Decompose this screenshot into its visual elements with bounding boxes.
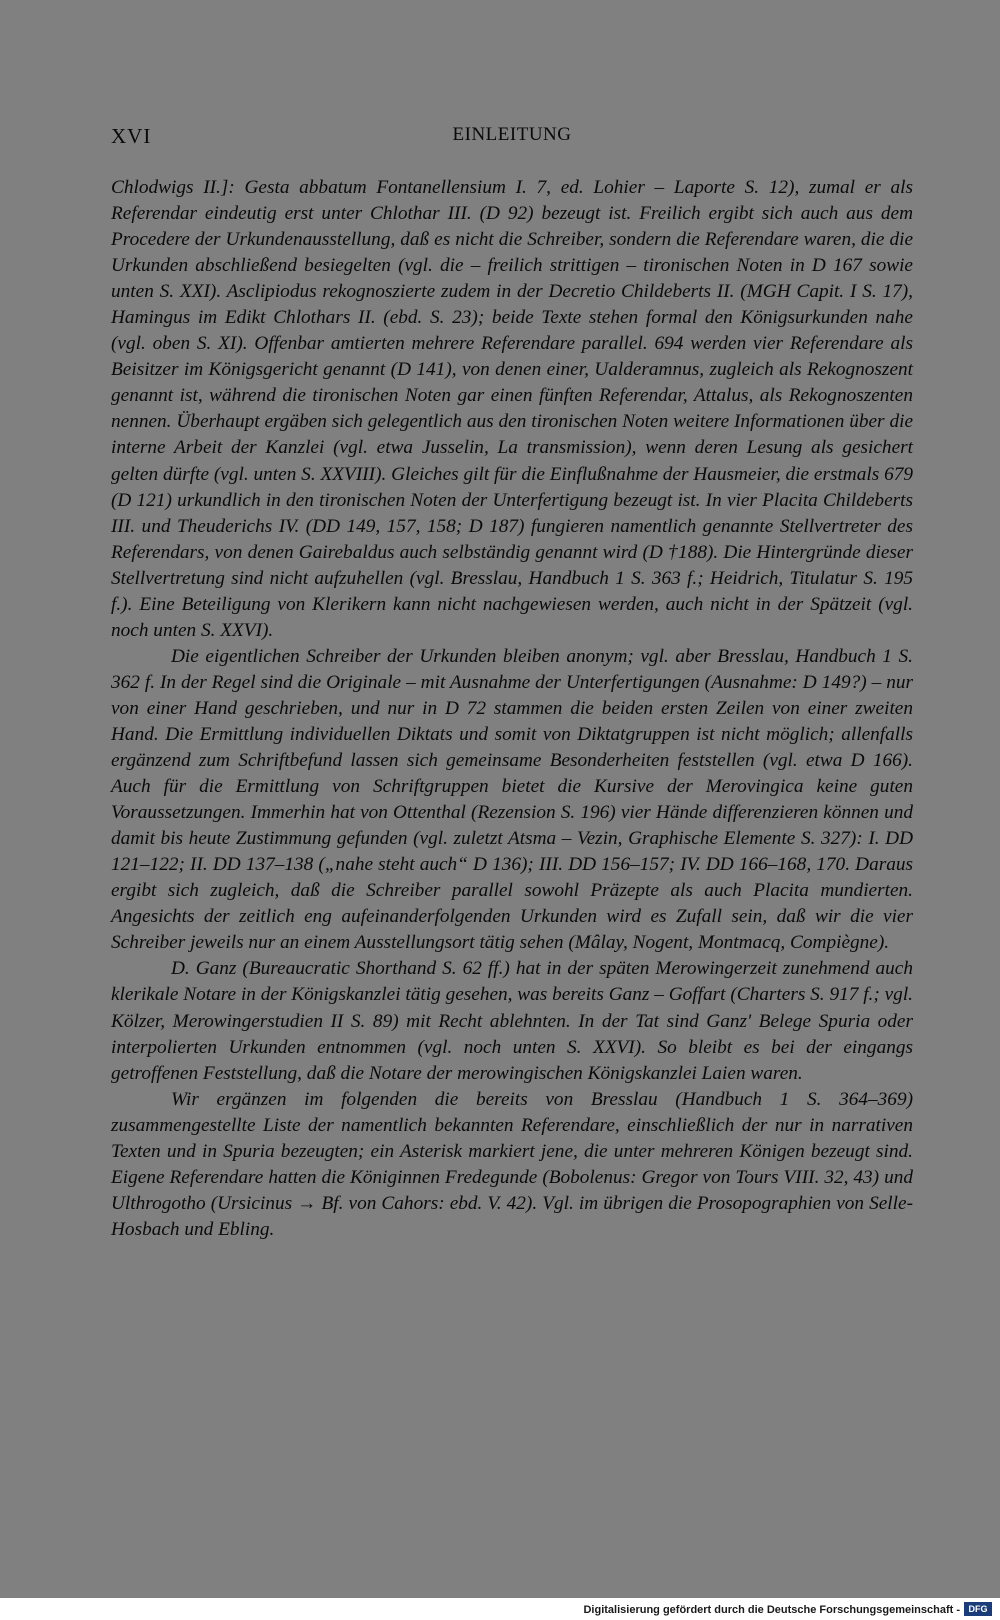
funding-credit: Digitalisierung gefördert durch die Deutsche Forschungsgemeinschaft - xyxy=(583,1604,960,1616)
page-header xyxy=(111,124,913,154)
footer-bar xyxy=(0,1598,1000,1620)
paragraph: Chlodwigs II.]: Gesta abbatum Fontanellensium I. 7, ed. Lohier – Laporte S. 12), zumal er als Referendar eindeutig erst unter Chlothar III. (D 92) bezeugt ist. Freilich ergibt sich auch aus dem Procedere der Urkundenausstellung, daß es nicht die Schreiber, sondern die Referendare waren, die die Urkunden abschließend besiegelten (vgl. die – freilich strittigen – tironischen Noten in D 167 sowie unten S. XXI). Asclipiodus rekognoszierte zudem in der Decretio Childeberts II. (MGH Capit. I S. 17), Hamingus im Edikt Chlothars II. (ebd. S. 23); beide Texte stehen formal den Königsurkunden nahe (vgl. oben S. XI). Offenbar amtierten mehrere Referendare parallel. 694 werden vier Referendare als Beisitzer im Königsgericht genannt (D 141), von denen einer, Ualderamnus, zugleich als Rekognoszent genannt ist, während die tironischen Noten gar einen fünften Referendar, Attalus, als Rekognoszenten nennen. Überhaupt ergäben sich gelegentlich aus den tironischen Noten weitere Informationen über die interne Arbeit der Kanzlei (vgl. etwa Jusselin, La transmission), wenn deren Lesung als gesichert gelten dürfte (vgl. unten S. XXVIII). Gleiches gilt für die Einflußnahme der Hausmeier, die erstmals 679 (D 121) urkundlich in den tironischen Noten der Unterfertigung bezeugt ist. In vier Placita Childeberts III. und Theuderichs IV. (DD 149, 157, 158; D 187) fungieren namentlich genannte Stellvertreter des Referendars, von denen Gairebaldus auch selbständig genannt wird (D †188). Die Hintergründe dieser Stellvertretung sind nicht aufzuhellen (vgl. Bresslau, Handbuch 1 S. 363 f.; Heidrich, Titulatur S. 195 f.). Eine Beteiligung von Klerikern kann nicht nachgewiesen werden, auch nicht in der Spätzeit (vgl. noch unten S. XXVI). xyxy=(111,177,913,641)
paragraph: Wir ergänzen im folgenden die bereits von Bresslau (Handbuch 1 S. 364–369) zusammengestellte Liste der namentlich bekannten Referendare, einschließlich der nur in narrativen Texten und in Spuria bezeugten; ein Asterisk markiert jene, die unter mehreren Königen bezeugt sind. Eigene Referendare hatten die Königinnen Fredegunde (Bobolenus: Gregor von Tours VIII. 32, 43) und Ulthrogotho (Ursicinus → Bf. von Cahors: ebd. V. 42). Vgl. im übrigen die Prosopographien von Selle-Hosbach und Ebling. xyxy=(111,1088,913,1240)
paragraph: Die eigentlichen Schreiber der Urkunden bleiben anonym; vgl. aber Bresslau, Handbuch 1 S. 362 f. In der Regel sind die Originale – mit Ausnahme der Unterfertigungen (Ausnahme: D 149?) – nur von einer Hand geschrieben, und nur in D 72 stammen die beiden ersten Zeilen von einer zweiten Hand. Die Ermittlung individuellen Diktats und somit von Diktatgruppen ist nicht möglich; allenfalls ergänzend zum Schriftbefund lassen sich gemeinsame Besonderheiten feststellen (vgl. etwa D 166). Auch für die Ermittlung von Schriftgruppen bietet die Kursive der Merovingica keine guten Voraussetzungen. Immerhin hat von Ottenthal (Rezension S. 196) vier Hände differenzieren können und damit bis heute Zustimmung gefunden (vgl. zuletzt Atsma – Vezin, Graphische Elemente S. 327): I. DD 121–122; II. DD 137–138 („nahe steht auch“ D 136); III. DD 156–157; IV. DD 166–168, 170. Daraus ergibt sich zugleich, daß die Schreiber parallel sowohl Präzepte als auch Placita mundierten. Angesichts der zeitlich eng aufeinanderfolgenden Urkunden wird es Zufall sein, daß wir die vier Schreiber jeweils nur an einem Ausstellungsort tätig sehen (Mâlay, Nogent, Montmacq, Compiègne). xyxy=(111,645,913,954)
running-head: EINLEITUNG xyxy=(452,124,572,145)
body-text xyxy=(111,175,913,1243)
dfg-logo: DFG xyxy=(964,1602,992,1616)
page-number: XVI xyxy=(111,124,152,148)
paragraph: D. Ganz (Bureaucratic Shorthand S. 62 ff.) hat in der späten Merowingerzeit zunehmend auch klerikale Notare in der Königskanzlei tätig gesehen, was bereits Ganz – Goffart (Charters S. 917 f.; vgl. Kölzer, Merowingerstudien II S. 89) mit Recht ablehnten. In der Tat sind Ganz' Belege Spuria oder interpolierten Urkunden entnommen (vgl. noch unten S. XXVI). So bleibt es bei der eingangs getroffenen Feststellung, daß die Notare der merowingischen Königskanzlei Laien waren. xyxy=(111,958,913,1084)
